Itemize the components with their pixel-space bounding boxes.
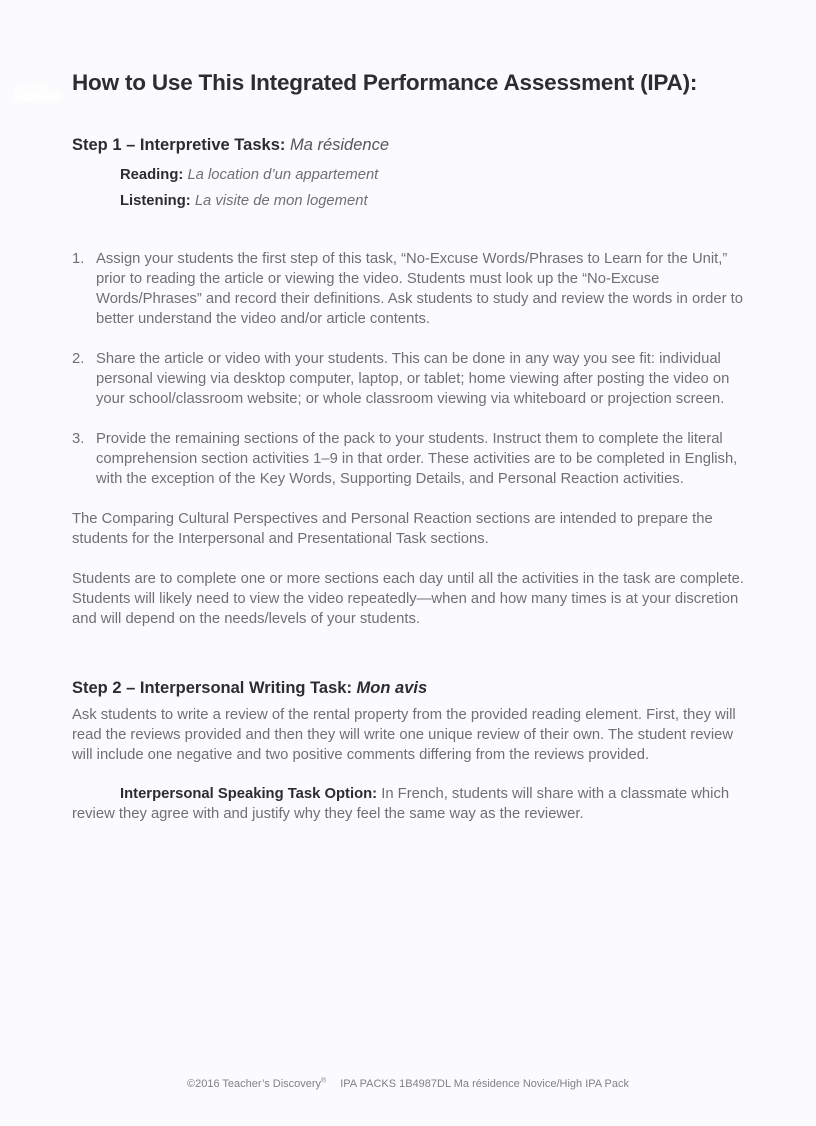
footer-copyright: ©2016 Teacher’s Discovery®: [186, 1077, 327, 1090]
instruction-list: [72, 249, 744, 489]
reading-label: Reading:: [120, 167, 184, 183]
step1-heading-subtitle: Ma résidence: [289, 136, 390, 154]
list-item: [72, 349, 744, 409]
list-item-number: 1.: [72, 251, 85, 267]
step2-body: Ask students to write a review of the rental property from the provided reading element. First, they will read the reviews provided and then they will write one unique review of their own. The student review will include one negative and two positive comments differing from the reviews provided.: [72, 707, 736, 763]
listening-line: [120, 191, 744, 211]
speaking-option-label: Interpersonal Speaking Task Option:: [120, 786, 378, 802]
paragraph-perspectives: The Comparing Cultural Perspectives and Personal Reaction sections are intended to prepare the students for the Interpersonal and Presentational Task sections.: [72, 511, 713, 547]
list-item: [72, 249, 744, 329]
footer-product-info: IPA PACKS 1B4987DL Ma résidence Novice/High IPA Pack: [340, 1078, 630, 1090]
list-item-number: 3.: [72, 431, 85, 447]
speaking-option-paragraph: [72, 784, 744, 824]
step1-heading: [72, 135, 744, 155]
step2-heading: [72, 678, 744, 698]
reading-title: La location d’un appartement: [187, 167, 379, 183]
list-item-text: Provide the remaining sections of the pack to your students. Instruct them to complete the literal comprehension section activities 1–9 in that order. These activities are to be completed in English, with the exception of the Key Words, Supporting Details, and Personal Reaction activities.: [96, 431, 738, 487]
list-item-text: Share the article or video with your students. This can be done in any way you see fit: individual personal viewing via desktop computer, laptop, or tablet; home viewing after posting the video on your school/classroom website; or whole classroom viewing via whiteboard or projection screen.: [96, 351, 730, 407]
listening-title: La visite de mon logement: [194, 193, 368, 209]
listening-label: Listening:: [120, 193, 191, 209]
step2-heading-label: Step 2 – Interpersonal Writing Task:: [72, 679, 352, 697]
page-title: How to Use This Integrated Performance Assessment (IPA):: [72, 70, 698, 95]
step2-heading-subtitle: Mon avis: [356, 679, 428, 697]
step1-heading-label: Step 1 – Interpretive Tasks:: [72, 136, 286, 154]
page-footer: [0, 1077, 816, 1091]
registered-mark: ®: [321, 1077, 327, 1085]
list-item-text: Assign your students the first step of this task, “No-Excuse Words/Phrases to Learn for the Unit,” prior to reading the article or viewing the video. Students must look up the “No-Excuse Words/Phrases” and record their definitions. Ask students to study and review the words in order to better understand the video and/or article contents.: [96, 251, 744, 327]
list-item: [72, 429, 744, 489]
paragraph-pacing: Students are to complete one or more sections each day until all the activities in the task are complete. Students will likely need to view the video repeatedly—when and how many times is at your discretion and will depend on the needs/levels of your students.: [72, 571, 744, 627]
corner-watermark: [14, 86, 70, 102]
list-item-number: 2.: [72, 351, 85, 367]
speaking-option-text: In French, students will share with a classmate which review they agree with and justify why they feel the same way as the reviewer.: [72, 786, 730, 822]
document-page: [0, 70, 816, 824]
reading-line: [120, 165, 744, 185]
